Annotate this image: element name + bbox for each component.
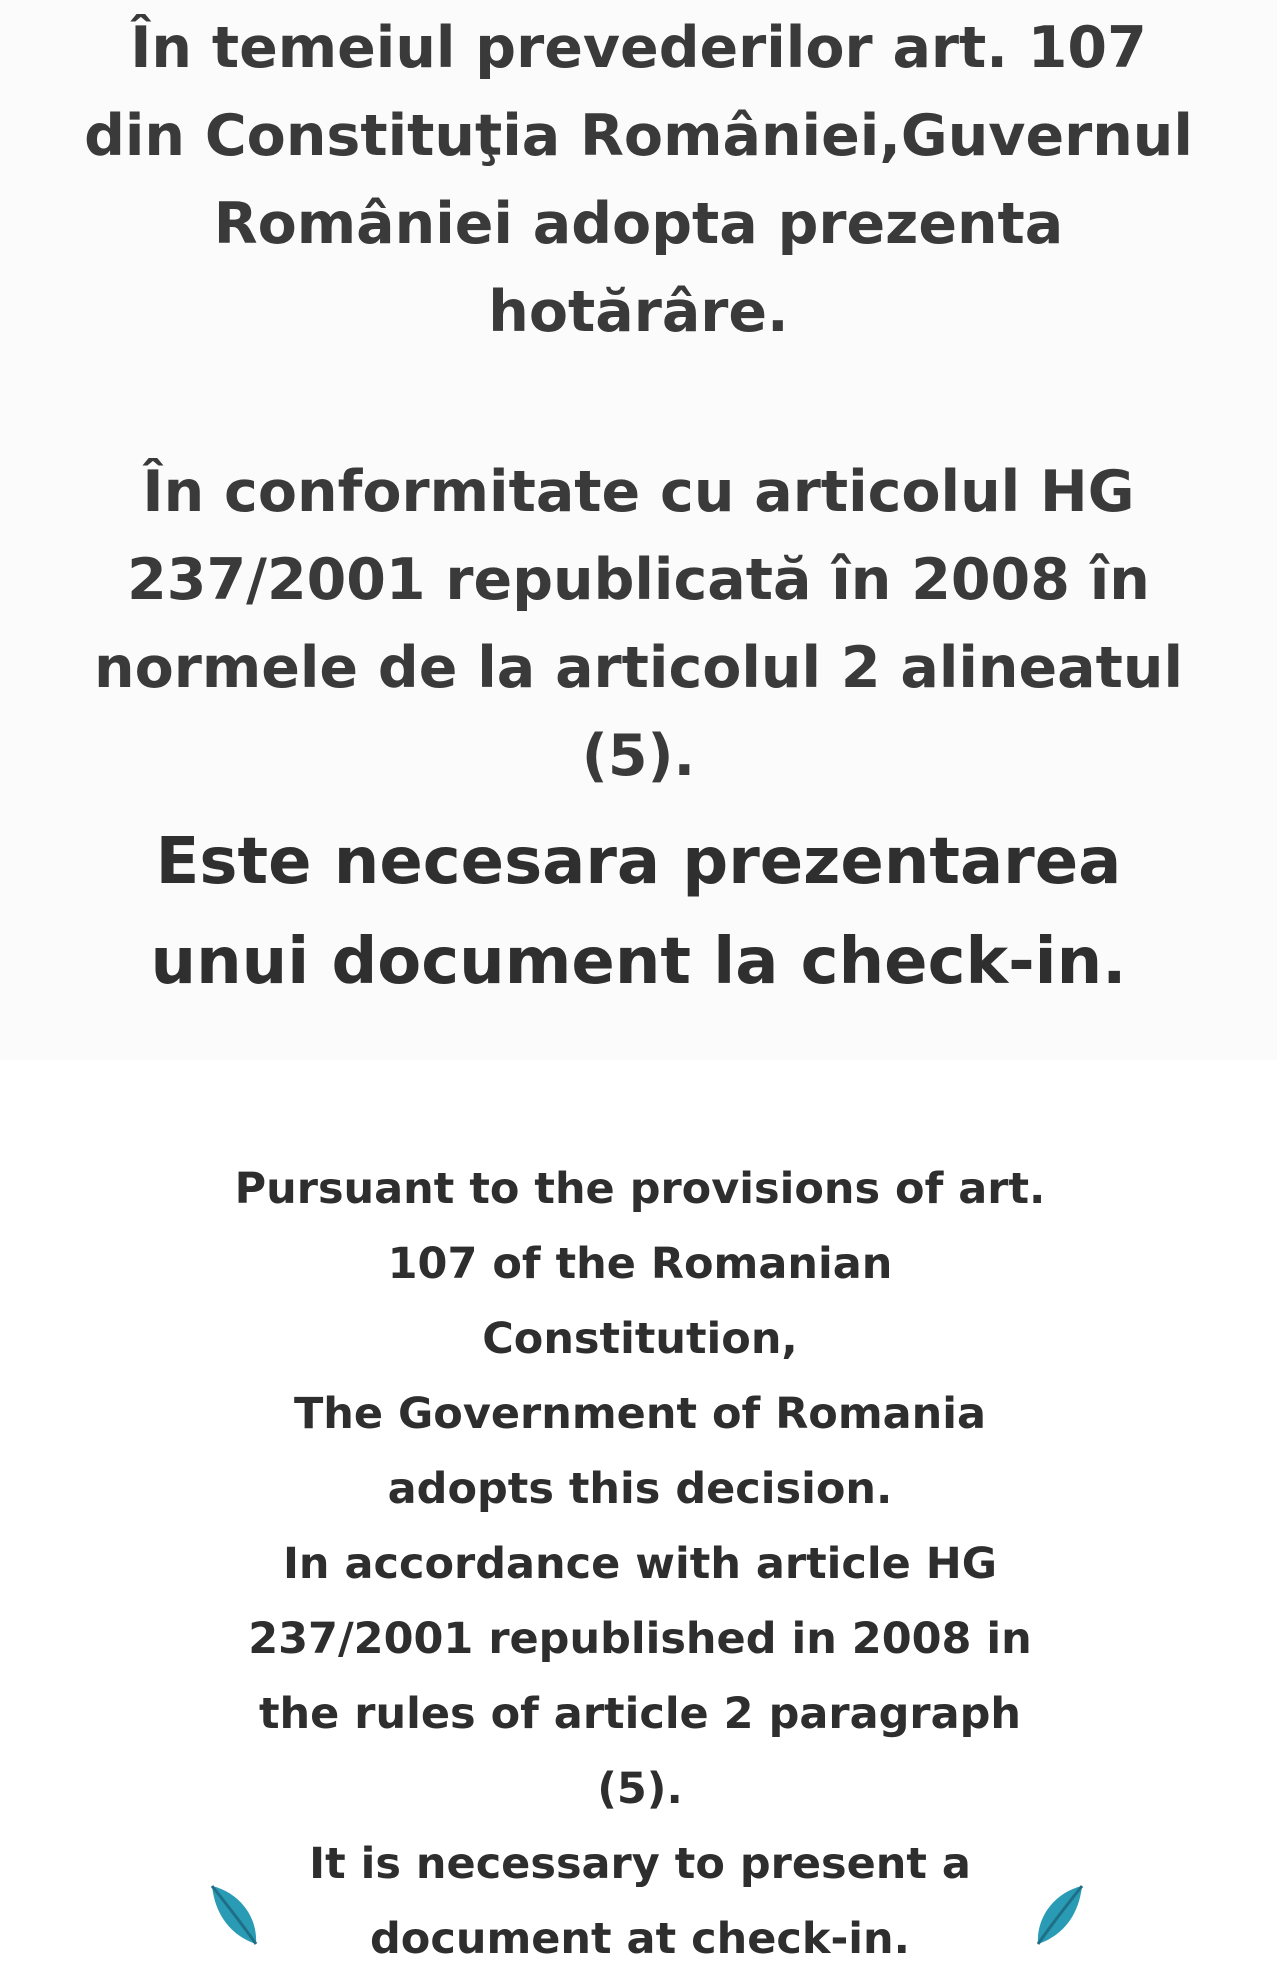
text-line: În conformitate cu articolul HG (142, 459, 1135, 525)
text-line: In accordance with article HG (282, 1539, 998, 1589)
text-line: României adopta prezenta (213, 191, 1064, 257)
text-line: 237/2001 republicată în 2008 în (127, 547, 1150, 613)
text-line: Este necesara prezentarea (155, 825, 1122, 899)
text-line: din Constituţia României,Guvernul (84, 103, 1193, 169)
romanian-paragraph-document-required (60, 812, 1217, 1012)
text-line: 107 of the Romanian (387, 1239, 893, 1289)
text-line: Constitution, (482, 1314, 798, 1364)
romanian-paragraph-regulation (60, 448, 1217, 800)
text-line: normele de la articolul 2 alineatul (93, 635, 1183, 701)
english-paragraph (200, 1152, 1080, 1977)
text-line: (5). (597, 1764, 683, 1814)
text-line: The Government of Romania (293, 1389, 987, 1439)
english-notice-card (200, 1100, 1080, 1964)
leaf-icon (1034, 1882, 1086, 1948)
text-line: (5). (581, 723, 696, 789)
text-line: În temeiul prevederilor art. 107 (130, 15, 1147, 81)
text-line: hotărâre. (488, 279, 789, 345)
romanian-paragraph-constitution (60, 4, 1217, 356)
text-line: unui document la check-in. (150, 925, 1127, 999)
text-line: document at check-in. (370, 1914, 910, 1964)
text-line: It is necessary to present a (309, 1839, 971, 1889)
text-line: adopts this decision. (387, 1464, 893, 1514)
text-line: 237/2001 republished in 2008 in (248, 1614, 1032, 1664)
text-line: Pursuant to the provisions of art. (234, 1164, 1046, 1214)
text-line: the rules of article 2 paragraph (259, 1689, 1021, 1739)
leaf-icon (208, 1882, 260, 1948)
